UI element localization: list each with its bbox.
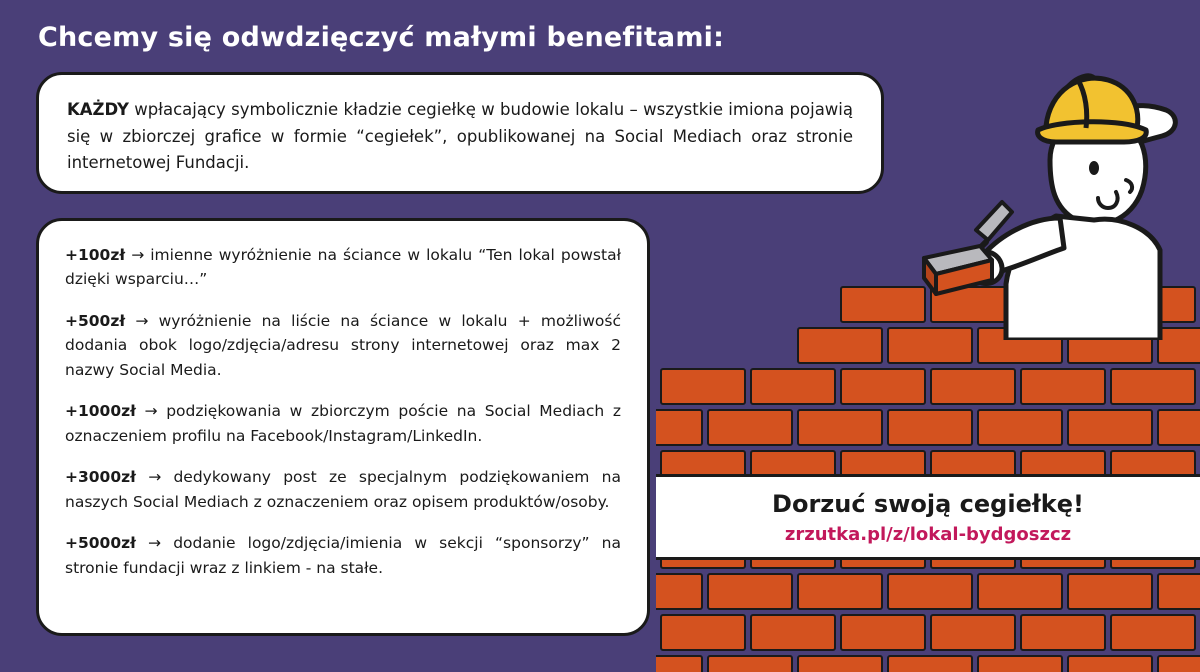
brick [930,368,1016,405]
brick [797,409,883,446]
intro-body: wpłacający symbolicznie kładzie cegiełkę w budowie lokalu – wszystkie imiona pojawią się w zbiorczej grafice w formie “cegiełek”, opublikowanej na Social Mediach oraz stronie internetowej Fundacji. [67,100,853,173]
tier-arrow-icon: → [131,246,145,264]
brick [797,573,883,610]
brick [1157,655,1200,672]
tier-amount: +500zł [65,311,126,330]
tier-amount: +3000zł [65,468,136,487]
brick [656,573,703,610]
brick [797,327,883,364]
tier-amount: +1000zł [65,402,136,421]
rabbit-builder-illustration [880,40,1200,340]
benefit-tier [65,465,621,514]
brick [1067,409,1153,446]
brick [887,655,973,672]
brick [797,655,883,672]
page-title: Chcemy się odwdzięczyć małymi benefitami: [38,22,725,53]
brick [707,409,793,446]
brick [887,409,973,446]
brick [1020,614,1106,651]
brick [660,614,746,651]
brick [977,655,1063,672]
brick [1067,655,1153,672]
brick [840,614,926,651]
tier-text: podziękowania w zbiorczym poście na Social Mediach z oznaczeniem profilu na Facebook/Instagram/LinkedIn. [65,402,621,445]
brick [887,573,973,610]
brick [707,573,793,610]
brick [707,655,793,672]
benefit-tier [65,309,621,382]
intro-text [67,97,853,177]
brick [1157,573,1200,610]
intro-lead: KAŻDY [67,100,129,119]
brick [1157,409,1200,446]
brick [840,368,926,405]
brick [656,409,703,446]
brick [977,409,1063,446]
benefit-tier [65,399,621,448]
brick [1110,614,1196,651]
tier-arrow-icon: → [144,402,158,421]
brick [750,368,836,405]
donation-link[interactable]: zrzutka.pl/z/lokal-bydgoszcz [784,523,1072,545]
brick [977,573,1063,610]
cta-banner [656,474,1200,560]
benefit-tier [65,243,621,292]
brick [750,614,836,651]
brick [656,655,703,672]
intro-card [36,72,884,194]
brick [1020,368,1106,405]
brick [930,614,1016,651]
tier-arrow-icon: → [148,534,162,553]
benefit-tier [65,531,621,580]
brick [1067,573,1153,610]
benefits-card [36,218,650,636]
tier-amount: +5000zł [65,534,136,553]
tier-amount: +100zł [65,246,126,264]
tier-arrow-icon: → [148,468,162,487]
tier-text: dodanie logo/zdjęcia/imienia w sekcji “sponsorzy” na stronie fundacji wraz z linkiem - na stałe. [65,534,621,577]
tier-text: wyróżnienie na liście na ściance w lokalu + możliwość dodania obok logo/zdjęcia/adresu strony internetowej oraz max 2 nazwy Social Media. [65,311,621,379]
cta-title: Dorzuć swoją cegiełkę! [772,489,1084,518]
brick [1110,368,1196,405]
tier-text: imienne wyróżnienie na ściance w lokalu “Ten lokal powstał dzięki wsparciu…” [65,246,621,289]
tier-text: dedykowany post ze specjalnym podziękowaniem na naszych Social Mediach z oznaczeniem oraz opisem produktów/osoby. [65,468,621,511]
brick [660,368,746,405]
tier-arrow-icon: → [135,311,149,330]
